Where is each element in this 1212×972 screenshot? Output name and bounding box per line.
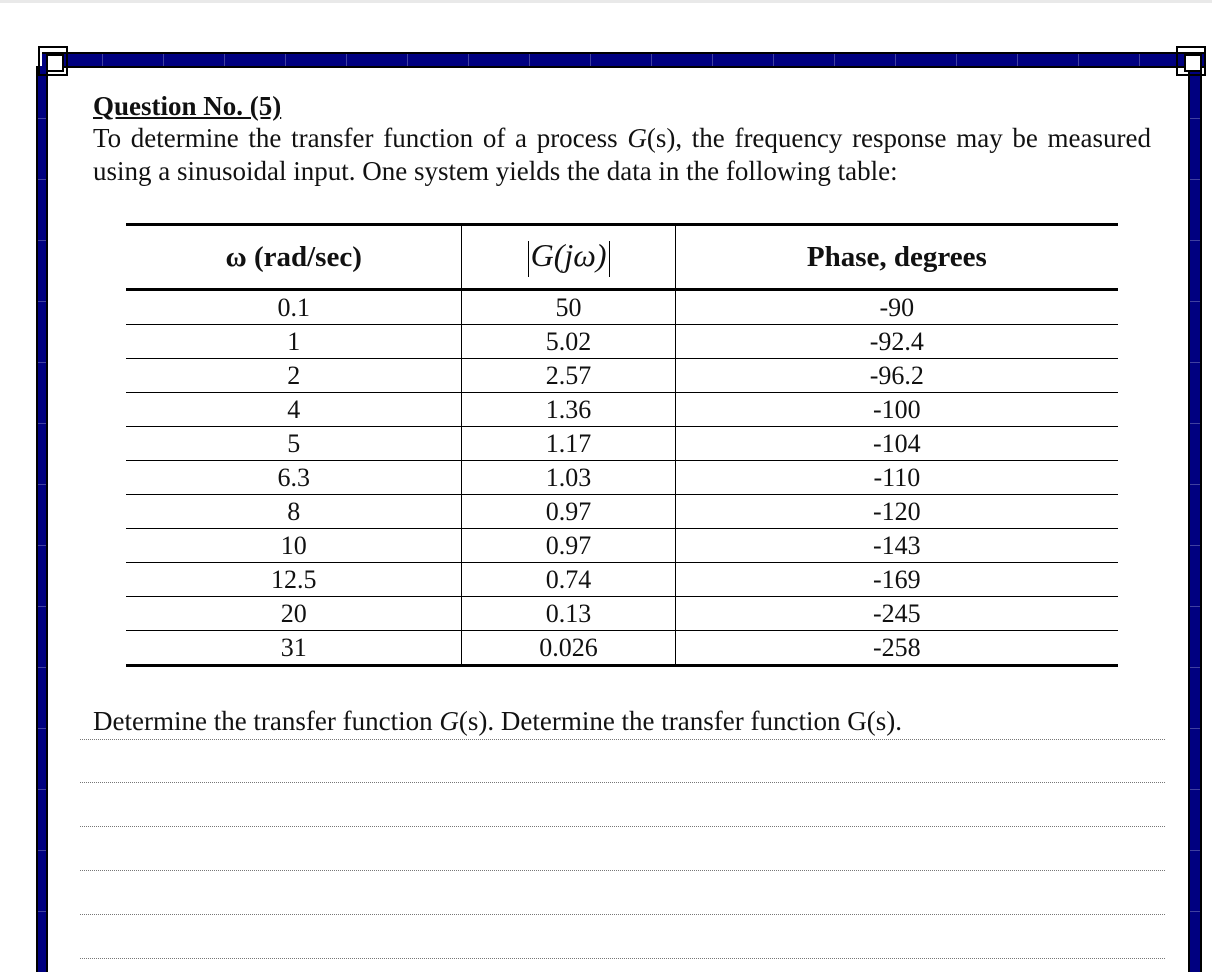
frequency-response-table — [126, 223, 1118, 667]
cell-magnitude: 2.57 — [462, 359, 675, 393]
page-border-top — [42, 52, 1206, 68]
question-block — [93, 90, 1151, 188]
cell-magnitude: 1.03 — [462, 461, 675, 495]
cell-magnitude: 5.02 — [462, 325, 675, 359]
cell-omega: 12.5 — [126, 563, 462, 597]
cell-omega: 20 — [126, 597, 462, 631]
cell-magnitude: 0.97 — [462, 495, 675, 529]
cell-magnitude: 1.36 — [462, 393, 675, 427]
answer-line[interactable] — [80, 914, 1165, 915]
cell-phase: -90 — [675, 290, 1118, 325]
prompt-g-symbol: G — [439, 706, 459, 736]
table-row — [126, 427, 1118, 461]
page-border-right — [1188, 66, 1202, 972]
table-row — [126, 461, 1118, 495]
header-omega: ω (rad/sec) — [126, 225, 462, 290]
table-row — [126, 325, 1118, 359]
cell-phase: -96.2 — [675, 359, 1118, 393]
answer-line[interactable] — [80, 826, 1165, 827]
prompt-s-symbol: (s) — [458, 706, 488, 736]
intro-text: To determine the transfer function of a process — [93, 123, 628, 153]
cell-magnitude: 0.97 — [462, 529, 675, 563]
table-row — [126, 393, 1118, 427]
question-title: Question No. (5) — [93, 91, 282, 121]
determine-prompt — [93, 704, 902, 738]
header-magnitude — [462, 225, 675, 290]
cell-omega: 4 — [126, 393, 462, 427]
table-row — [126, 563, 1118, 597]
table-row — [126, 597, 1118, 631]
cell-omega: 6.3 — [126, 461, 462, 495]
cell-phase: -143 — [675, 529, 1118, 563]
cell-phase: -258 — [675, 631, 1118, 666]
table-body — [126, 290, 1118, 666]
cell-omega: 8 — [126, 495, 462, 529]
intro-s-symbol: (s) — [646, 123, 676, 153]
page-border-left — [36, 66, 48, 972]
cell-phase: -92.4 — [675, 325, 1118, 359]
answer-line[interactable] — [80, 782, 1165, 783]
answer-line[interactable] — [80, 958, 1165, 959]
cell-magnitude: 50 — [462, 290, 675, 325]
cell-magnitude: 0.13 — [462, 597, 675, 631]
table-row — [126, 495, 1118, 529]
answer-line[interactable] — [80, 739, 1165, 740]
cell-phase: -110 — [675, 461, 1118, 495]
cell-magnitude: 0.026 — [462, 631, 675, 666]
table-row — [126, 359, 1118, 393]
table-header-row — [126, 225, 1118, 290]
cell-phase: -104 — [675, 427, 1118, 461]
cell-phase: -245 — [675, 597, 1118, 631]
prompt-text: Determine the transfer function — [93, 706, 440, 736]
header-phase: Phase, degrees — [675, 225, 1118, 290]
top-strip — [0, 0, 1212, 3]
question-intro — [93, 122, 1151, 188]
border-corner-ornament — [1176, 46, 1206, 76]
intro-text-continued: , the frequency response may be measured using a sinusoidal input. One system yields the data in the following table: — [93, 123, 1151, 186]
table-row — [126, 529, 1118, 563]
cell-magnitude: 1.17 — [462, 427, 675, 461]
border-corner-ornament — [38, 46, 68, 76]
cell-omega: 1 — [126, 325, 462, 359]
cell-phase: -169 — [675, 563, 1118, 597]
header-magnitude-label: G(jω) — [530, 237, 607, 274]
cell-phase: -120 — [675, 495, 1118, 529]
answer-line[interactable] — [80, 870, 1165, 871]
cell-omega: 5 — [126, 427, 462, 461]
cell-omega: 2 — [126, 359, 462, 393]
table-row — [126, 631, 1118, 666]
cell-magnitude: 0.74 — [462, 563, 675, 597]
cell-omega: 10 — [126, 529, 462, 563]
cell-omega: 0.1 — [126, 290, 462, 325]
table-row — [126, 290, 1118, 325]
cell-omega: 31 — [280, 633, 307, 662]
prompt-text-continued: . Determine the transfer function G(s). — [487, 706, 902, 736]
cell-phase: -100 — [675, 393, 1118, 427]
intro-g-symbol: G — [627, 123, 647, 153]
